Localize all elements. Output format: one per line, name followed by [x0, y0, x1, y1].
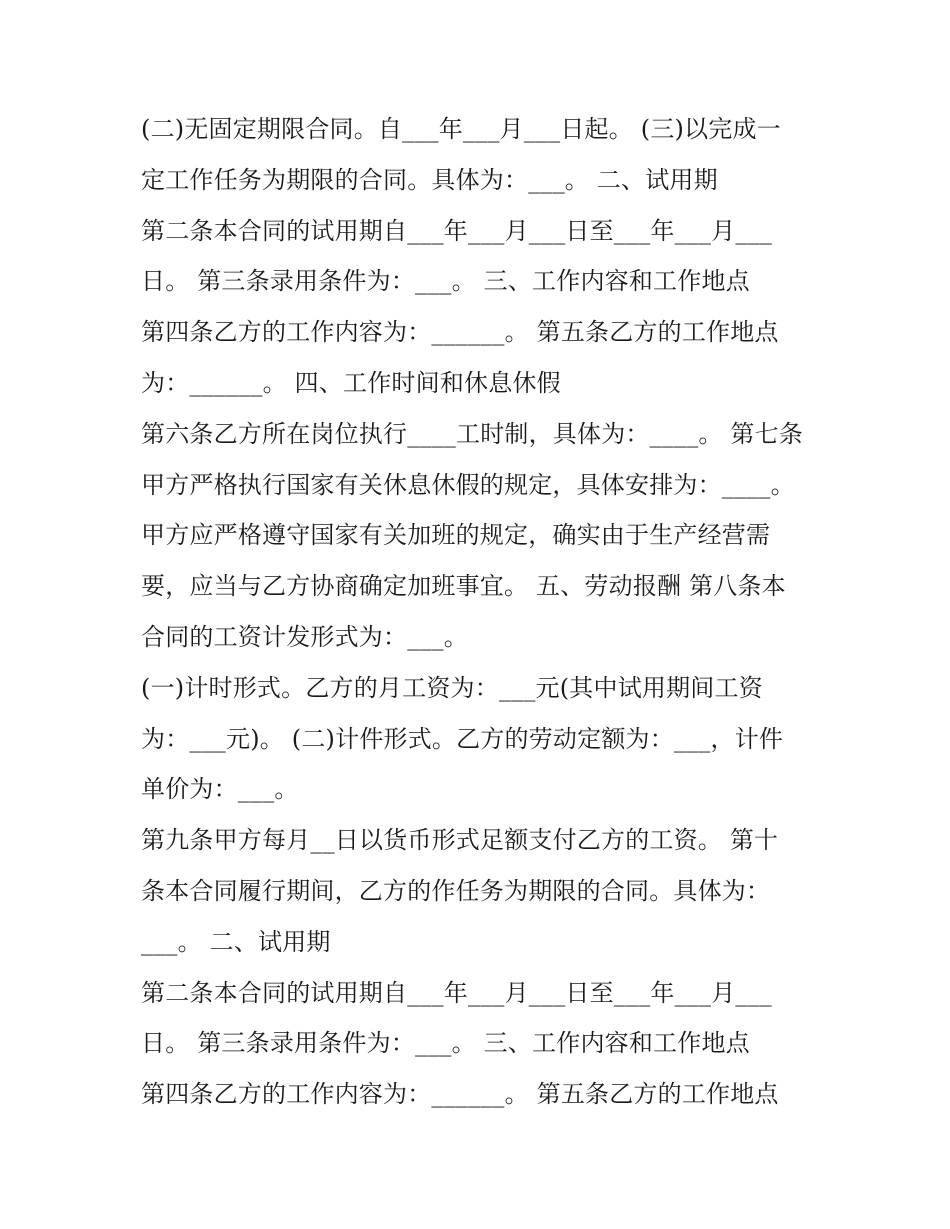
text-line: (一)计时形式。乙方的月工资为：___元(其中试用期间工资	[141, 673, 763, 702]
text-line: 单价为：___。	[141, 775, 299, 804]
text-line: 第二条本合同的试用期自___年___月___日至___年___月___	[141, 216, 772, 245]
text-line: 日。 第三条录用条件为：___。 三、工作内容和工作地点	[141, 1029, 750, 1058]
text-line: 第九条甲方每月__日以货币形式足额支付乙方的工资。 第十	[141, 826, 779, 855]
text-line: 为：___元)。 (二)计件形式。乙方的劳动定额为：___，计件	[141, 724, 784, 753]
text-line: 条本合同履行期间，乙方的作任务为期限的合同。具体为：	[141, 876, 771, 905]
text-line: 第二条本合同的试用期自___年___月___日至___年___月___	[141, 978, 772, 1007]
text-line: 甲方严格执行国家有关休息休假的规定，具体安排为：____。	[141, 470, 795, 499]
text-line: 为：______。 四、工作时间和休息休假	[141, 368, 561, 397]
text-line: 合同的工资计发形式为：___。	[141, 622, 468, 651]
text-line: 第四条乙方的工作内容为：______。 第五条乙方的工作地点	[141, 318, 779, 347]
text-line: 要，应当与乙方协商确定加班事宜。 五、劳动报酬 第八条本	[141, 572, 786, 601]
text-line: 甲方应严格遵守国家有关加班的规定，确实由于生产经营需	[141, 521, 771, 550]
document-body	[141, 104, 821, 1120]
text-line: 第六条乙方所在岗位执行____工时制，具体为：____。 第七条	[141, 419, 804, 448]
text-line: 定工作任务为期限的合同。具体为：___。 二、试用期	[141, 165, 718, 194]
text-line: 第四条乙方的工作内容为：______。 第五条乙方的工作地点	[141, 1080, 779, 1109]
text-line: (二)无固定期限合同。自___年___月___日起。 (三)以完成一	[141, 115, 781, 143]
text-line: 日。 第三条录用条件为：___。 三、工作内容和工作地点	[141, 267, 750, 296]
text-line: ___。 二、试用期	[141, 927, 331, 956]
